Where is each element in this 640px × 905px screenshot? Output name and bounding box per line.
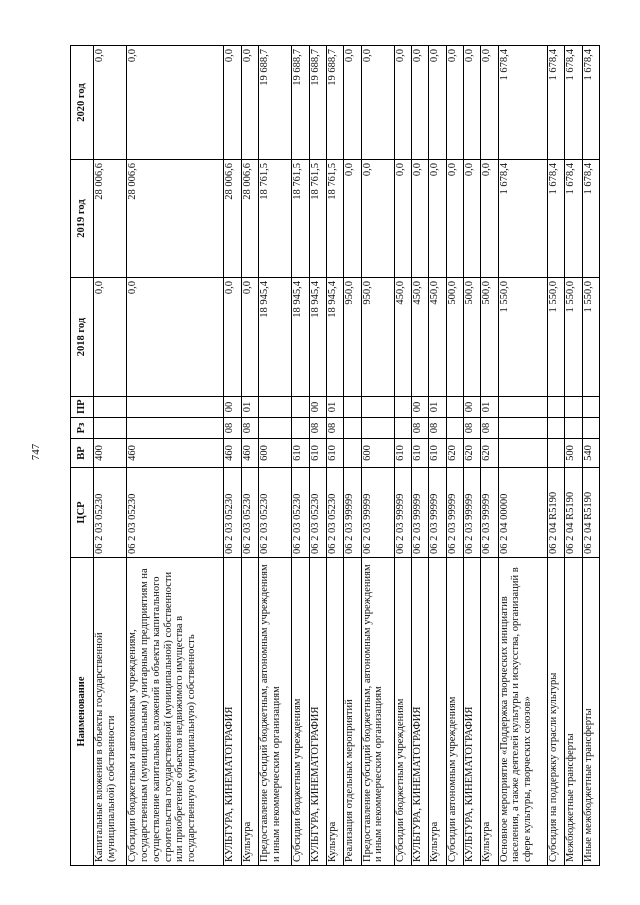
cell-vr: 610: [394, 439, 411, 468]
table-row: [498, 46, 547, 866]
cell-csr: 06 2 04 R5190: [582, 468, 599, 558]
cell-2020: 0,0: [94, 46, 127, 160]
cell-2020: 0,0: [394, 46, 411, 160]
cell-2019: 28 006,6: [94, 160, 127, 278]
cell-vr: 400: [94, 439, 127, 468]
cell-vr: 500: [565, 439, 582, 468]
cell-vr: 610: [309, 439, 326, 468]
cell-2019: 0,0: [464, 160, 481, 278]
cell-pr: [344, 397, 361, 418]
cell-rz: [498, 418, 547, 439]
cell-2020: 0,0: [127, 46, 224, 160]
cell-csr: 06 2 03 05230: [224, 468, 241, 558]
cell-2018: 1 550,0: [498, 278, 547, 397]
cell-rz: 08: [309, 418, 326, 439]
table-row: [412, 46, 429, 866]
cell-pr: [582, 397, 599, 418]
cell-2018: 950,0: [344, 278, 361, 397]
cell-pr: [259, 397, 292, 418]
cell-csr: 06 2 04 R5190: [547, 468, 564, 558]
page-number: 747: [30, 443, 42, 461]
table-row: [94, 46, 127, 866]
cell-2018: 1 550,0: [565, 278, 582, 397]
cell-rz: 08: [464, 418, 481, 439]
cell-name: Субсидия на поддержку отрасли культуры: [547, 558, 564, 866]
cell-vr: [344, 439, 361, 468]
cell-csr: 06 2 03 05230: [94, 468, 127, 558]
cell-2019: 0,0: [361, 160, 394, 278]
cell-vr: [498, 439, 547, 468]
cell-vr: [547, 439, 564, 468]
cell-name: Субсидии бюджетным и автономным учреждениям, государственным (муниципальным) унитарным предприятиям на осуществление капитальных вложений в объекты капитального строительства государственной (муниципальной) собственности или приобретение объектов недвижимого имущества в государственную (муниципальную) собственность: [127, 558, 224, 866]
cell-pr: [292, 397, 309, 418]
cell-rz: 08: [326, 418, 343, 439]
cell-vr: 460: [241, 439, 258, 468]
cell-2019: 0,0: [481, 160, 498, 278]
cell-2019: 28 006,6: [241, 160, 258, 278]
cell-csr: 06 2 03 99999: [412, 468, 429, 558]
cell-pr: 01: [429, 397, 446, 418]
cell-2020: 0,0: [412, 46, 429, 160]
cell-name: Культура: [326, 558, 343, 866]
cell-name: Капитальные вложения в объекты государственной (муниципальной) собственности: [94, 558, 127, 866]
header-2020: 2020 год: [71, 46, 94, 160]
cell-rz: [565, 418, 582, 439]
cell-2020: 0,0: [361, 46, 394, 160]
cell-pr: [94, 397, 127, 418]
cell-rz: [361, 418, 394, 439]
cell-rz: 08: [224, 418, 241, 439]
cell-2019: 28 006,6: [127, 160, 224, 278]
cell-csr: 06 2 03 99999: [464, 468, 481, 558]
table-row: [582, 46, 599, 866]
cell-2019: 18 761,5: [326, 160, 343, 278]
cell-2018: 500,0: [481, 278, 498, 397]
cell-2018: 0,0: [127, 278, 224, 397]
header-2018: 2018 год: [71, 278, 94, 397]
cell-pr: 00: [464, 397, 481, 418]
header-name: Наименование: [71, 558, 94, 866]
table-row: [292, 46, 309, 866]
cell-2019: 1 678,4: [582, 160, 599, 278]
cell-csr: 06 2 04 00000: [498, 468, 547, 558]
cell-2019: 0,0: [412, 160, 429, 278]
cell-pr: [547, 397, 564, 418]
cell-2019: 1 678,4: [565, 160, 582, 278]
cell-name: Предоставление субсидий бюджетным, автономным учреждениям и иным некоммерческим организациям: [361, 558, 394, 866]
cell-vr: 620: [446, 439, 463, 468]
cell-name: Реализация отдельных мероприятий: [344, 558, 361, 866]
cell-2018: 18 945,4: [309, 278, 326, 397]
cell-pr: [127, 397, 224, 418]
cell-name: КУЛЬТУРА, КИНЕМАТОГРАФИЯ: [309, 558, 326, 866]
cell-2018: 18 945,4: [326, 278, 343, 397]
table-row: [344, 46, 361, 866]
table-row: [224, 46, 241, 866]
cell-2020: 19 688,7: [326, 46, 343, 160]
cell-2020: 19 688,7: [292, 46, 309, 160]
cell-csr: 06 2 03 99999: [361, 468, 394, 558]
cell-rz: 08: [481, 418, 498, 439]
cell-2019: 18 761,5: [309, 160, 326, 278]
cell-2018: 500,0: [464, 278, 481, 397]
cell-vr: 600: [361, 439, 394, 468]
cell-name: Субсидии автономным учреждениям: [446, 558, 463, 866]
cell-rz: [259, 418, 292, 439]
cell-vr: 610: [292, 439, 309, 468]
cell-2018: 450,0: [429, 278, 446, 397]
cell-2020: 19 688,7: [259, 46, 292, 160]
cell-csr: 06 2 04 R5190: [565, 468, 582, 558]
cell-2020: 0,0: [464, 46, 481, 160]
cell-csr: 06 2 03 05230: [326, 468, 343, 558]
cell-rz: 08: [412, 418, 429, 439]
cell-name: КУЛЬТУРА, КИНЕМАТОГРАФИЯ: [464, 558, 481, 866]
cell-vr: 540: [582, 439, 599, 468]
cell-pr: 01: [481, 397, 498, 418]
table-row: [446, 46, 463, 866]
table-row: [394, 46, 411, 866]
cell-name: Культура: [241, 558, 258, 866]
cell-csr: 06 2 03 99999: [429, 468, 446, 558]
cell-pr: 00: [412, 397, 429, 418]
cell-2020: 1 678,4: [547, 46, 564, 160]
cell-2018: 950,0: [361, 278, 394, 397]
header-rz: Рз: [71, 418, 94, 439]
table-row: [429, 46, 446, 866]
cell-rz: [127, 418, 224, 439]
cell-vr: 610: [429, 439, 446, 468]
cell-2018: 450,0: [394, 278, 411, 397]
cell-name: Межбюджетные трансферты: [565, 558, 582, 866]
header-csr: ЦСР: [71, 468, 94, 558]
cell-2019: 28 006,6: [224, 160, 241, 278]
cell-name: Культура: [429, 558, 446, 866]
cell-2020: 0,0: [446, 46, 463, 160]
cell-2020: 0,0: [344, 46, 361, 160]
cell-vr: 620: [481, 439, 498, 468]
cell-2018: 1 550,0: [582, 278, 599, 397]
cell-2020: 1 678,4: [582, 46, 599, 160]
cell-2020: 0,0: [481, 46, 498, 160]
cell-rz: [547, 418, 564, 439]
cell-csr: 06 2 03 05230: [259, 468, 292, 558]
cell-2020: 19 688,7: [309, 46, 326, 160]
cell-rz: 08: [429, 418, 446, 439]
cell-pr: [361, 397, 394, 418]
cell-pr: 01: [326, 397, 343, 418]
cell-csr: 06 2 03 99999: [481, 468, 498, 558]
cell-pr: [565, 397, 582, 418]
cell-2019: 0,0: [429, 160, 446, 278]
rotated-table-container: [70, 46, 600, 866]
table-row: [565, 46, 582, 866]
cell-2019: 18 761,5: [259, 160, 292, 278]
cell-vr: 610: [412, 439, 429, 468]
cell-2020: 1 678,4: [565, 46, 582, 160]
table-row: [309, 46, 326, 866]
cell-2019: 0,0: [394, 160, 411, 278]
cell-2018: 0,0: [94, 278, 127, 397]
cell-name: Основное мероприятие «Поддержка творческих инициатив населения, а также деятелей культуры и искусства, организаций в сфере культуры, творческих союзов»: [498, 558, 547, 866]
cell-csr: 06 2 03 99999: [344, 468, 361, 558]
cell-name: КУЛЬТУРА, КИНЕМАТОГРАФИЯ: [224, 558, 241, 866]
cell-name: Предоставление субсидий бюджетным, автономным учреждениям и иным некоммерческим организациям: [259, 558, 292, 866]
cell-name: КУЛЬТУРА, КИНЕМАТОГРАФИЯ: [412, 558, 429, 866]
cell-csr: 06 2 03 05230: [127, 468, 224, 558]
cell-pr: 01: [241, 397, 258, 418]
cell-pr: [446, 397, 463, 418]
cell-csr: 06 2 03 05230: [309, 468, 326, 558]
cell-name: Культура: [481, 558, 498, 866]
cell-vr: 620: [464, 439, 481, 468]
cell-rz: [344, 418, 361, 439]
budget-table: [70, 45, 600, 866]
table-row: [481, 46, 498, 866]
cell-2018: 18 945,4: [259, 278, 292, 397]
header-vr: ВР: [71, 439, 94, 468]
cell-2020: 0,0: [429, 46, 446, 160]
cell-vr: 460: [224, 439, 241, 468]
cell-pr: [394, 397, 411, 418]
cell-pr: [498, 397, 547, 418]
cell-2018: 0,0: [224, 278, 241, 397]
cell-vr: 460: [127, 439, 224, 468]
cell-name: Субсидии бюджетным учреждениям: [394, 558, 411, 866]
header-2019: 2019 год: [71, 160, 94, 278]
cell-rz: [394, 418, 411, 439]
table-row: [127, 46, 224, 866]
cell-2019: 1 678,4: [498, 160, 547, 278]
table-row: [361, 46, 394, 866]
header-pr: ПР: [71, 397, 94, 418]
cell-name: Иные межбюджетные трансферты: [582, 558, 599, 866]
table-row: [241, 46, 258, 866]
cell-2018: 500,0: [446, 278, 463, 397]
cell-rz: [582, 418, 599, 439]
cell-2020: 0,0: [241, 46, 258, 160]
cell-pr: 00: [224, 397, 241, 418]
cell-name: Субсидии бюджетным учреждениям: [292, 558, 309, 866]
cell-2018: 18 945,4: [292, 278, 309, 397]
table-row: [547, 46, 564, 866]
table-row: [326, 46, 343, 866]
cell-vr: 600: [259, 439, 292, 468]
cell-vr: 610: [326, 439, 343, 468]
cell-2020: 1 678,4: [498, 46, 547, 160]
cell-pr: 00: [309, 397, 326, 418]
cell-csr: 06 2 03 99999: [446, 468, 463, 558]
cell-2020: 0,0: [224, 46, 241, 160]
cell-2019: 0,0: [446, 160, 463, 278]
cell-2018: 450,0: [412, 278, 429, 397]
cell-2019: 0,0: [344, 160, 361, 278]
cell-csr: 06 2 03 05230: [292, 468, 309, 558]
cell-2018: 0,0: [241, 278, 258, 397]
cell-2019: 1 678,4: [547, 160, 564, 278]
cell-2019: 18 761,5: [292, 160, 309, 278]
cell-csr: 06 2 03 05230: [241, 468, 258, 558]
cell-rz: 08: [241, 418, 258, 439]
cell-rz: [292, 418, 309, 439]
cell-rz: [446, 418, 463, 439]
table-row: [259, 46, 292, 866]
cell-rz: [94, 418, 127, 439]
table-row: [464, 46, 481, 866]
cell-2018: 1 550,0: [547, 278, 564, 397]
cell-csr: 06 2 03 99999: [394, 468, 411, 558]
table-header-row: [71, 46, 94, 866]
